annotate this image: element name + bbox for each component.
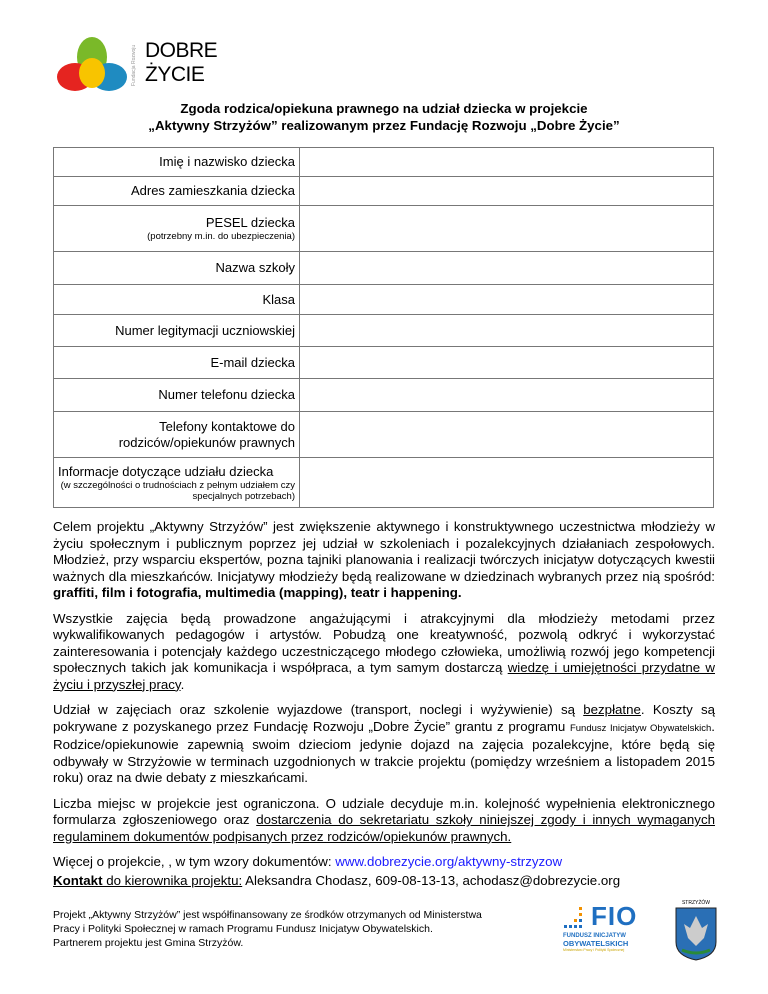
fio-logo: FIO FUNDUSZ INICJATYW OBYWATELSKICH Ministerstwo Pracy i Polityki Społecznej — [563, 901, 638, 952]
form-input-field[interactable] — [300, 206, 714, 252]
form-row — [54, 285, 714, 315]
form-row — [54, 412, 714, 458]
coat-of-arms-icon — [672, 906, 720, 961]
strzyzow-crest: STRZYŻÓW — [672, 900, 720, 962]
paragraph-limits: Liczba miejsc w projekcie jest ograniczona. O udziale decyduje m.in. kolejność wypełnienia elektronicznego formularza zgłoszeniowego oraz dostarczenia do sekretariatu szkoły niniejszej zgody i innych wymaganych regulaminem dokumentów podpisanych przez rodziców/opiekunów prawnych. — [53, 795, 715, 844]
form-row — [54, 379, 714, 412]
consent-form-table — [53, 147, 714, 508]
form-label: E-mail dziecka — [54, 347, 300, 379]
form-input-field[interactable] — [300, 412, 714, 458]
form-row — [54, 177, 714, 206]
form-row — [54, 206, 714, 252]
form-label: Nazwa szkoły — [54, 252, 300, 285]
form-row — [54, 315, 714, 347]
paragraph-goal: Celem projektu „Aktywny Strzyżów” jest zwiększenie aktywnego i konstruktywnego uczestnictwa młodzieży w życiu społecznym i publicznym poprzez jej udział w szkoleniach i pozalekcyjnych działaniach zespołowych. Młodzież, przy wsparciu ekspertów, pozna tajniki planowania i realizacji twórczych inicjatyw dotyczących kwestii ważnych dla mieszkańców. Inicjatywy młodzieży będą realizowane w dziedzinach wybranych przez nią spośród: graffiti, film i fotografia, multimedia (mapping), teatr i happening. — [53, 519, 715, 600]
logo-text: DOBRE ŻYCIE — [145, 39, 218, 86]
contact-line: Kontakt do kierownika projektu: Aleksandra Chodasz, 609-08-13-13, achodasz@dobrezycie.org — [53, 872, 621, 888]
form-label: PESEL dziecka (potrzebny m.in. do ubezpieczenia) — [54, 206, 300, 252]
form-label: Klasa — [54, 285, 300, 315]
dobre-zycie-logo — [55, 35, 218, 95]
form-row — [54, 252, 714, 285]
fio-dots-icon — [563, 905, 585, 933]
form-label: Numer telefonu dziecka — [54, 379, 300, 412]
form-label: Numer legitymacji uczniowskiej — [54, 315, 300, 347]
page-title: Zgoda rodzica/opiekuna prawnego na udział dziecka w projekcie „Aktywny Strzyżów” realizowanym przez Fundację Rozwoju „Dobre Życie” — [148, 101, 620, 133]
form-input-field[interactable] — [300, 177, 714, 206]
form-label: Adres zamieszkania dziecka — [54, 177, 300, 206]
form-label: Informacje dotyczące udziału dziecka (w szczególności o trudnościach z pełnym udziałem czy specjalnych potrzebach) — [54, 458, 300, 508]
form-input-field[interactable] — [300, 347, 714, 379]
project-link[interactable]: www.dobrezycie.org/aktywny-strzyzow — [335, 854, 563, 869]
document-body — [53, 519, 715, 889]
form-label: Imię i nazwisko dziecka — [54, 148, 300, 177]
form-row — [54, 347, 714, 379]
form-label: Telefony kontaktowe do rodziców/opiekunów prawnych — [54, 412, 300, 458]
logo-vertical-text: Fundacja Rozwoju — [131, 44, 137, 86]
footer-text: Projekt „Aktywny Strzyżów” jest współfinansowany ze środków otrzymanych od Ministerstwa Pracy i Polityki Społecznej w ramach Programu Fundusz Inicjatyw Obywatelskich. Partnerem projektu jest Gmina Strzyżów. — [53, 909, 482, 949]
paragraph-costs: Udział w zajęciach oraz szkolenie wyjazdowe (transport, noclegi i wyżywienie) są bezpłatne. Koszty są pokrywane z pozyskanego przez Fundację Rozwoju „Dobre Życie” grantu z programu Fundusz Inicjatyw Obywatelskich. Rodzice/opiekunowie zapewnią swoim dzieciom jedynie dojazd na zajęcia pozalekcyjne, które będą się odbywały w Strzyżowie w terminach uzgodnionych w trakcie projektu (pomiędzy wrześniem a listopadem 2015 roku) oraz na dwie debaty z mieszkańcami. — [53, 702, 716, 785]
form-row — [54, 458, 714, 508]
paragraph-activities: Wszystkie zajęcia będą prowadzone angażującymi i atrakcyjnymi dla młodzieży metodami przez wykwalifikowanych pedagogów i artystów. Pobudzą one kreatywność, pozwolą odkryć i wykorzystać zainteresowania i potencjały każdego uczestniczącego młodego człowieka, umożliwią rozwój jego kompetencji społecznych takich jak komunikacja i współpraca, a tym samym dostarczą wiedzę i umiejętności przydatne w życiu i przyszłej pracy. — [53, 610, 715, 692]
more-info: Więcej o projekcie, , w tym wzory dokumentów: www.dobrezycie.org/aktywny-strzyzow — [53, 854, 563, 869]
form-input-field[interactable] — [300, 458, 714, 508]
form-input-field[interactable] — [300, 148, 714, 177]
form-input-field[interactable] — [300, 315, 714, 347]
form-input-field[interactable] — [300, 252, 714, 285]
form-input-field[interactable] — [300, 379, 714, 412]
form-row — [54, 148, 714, 177]
form-input-field[interactable] — [300, 285, 714, 315]
logo-petals-icon — [55, 35, 130, 95]
